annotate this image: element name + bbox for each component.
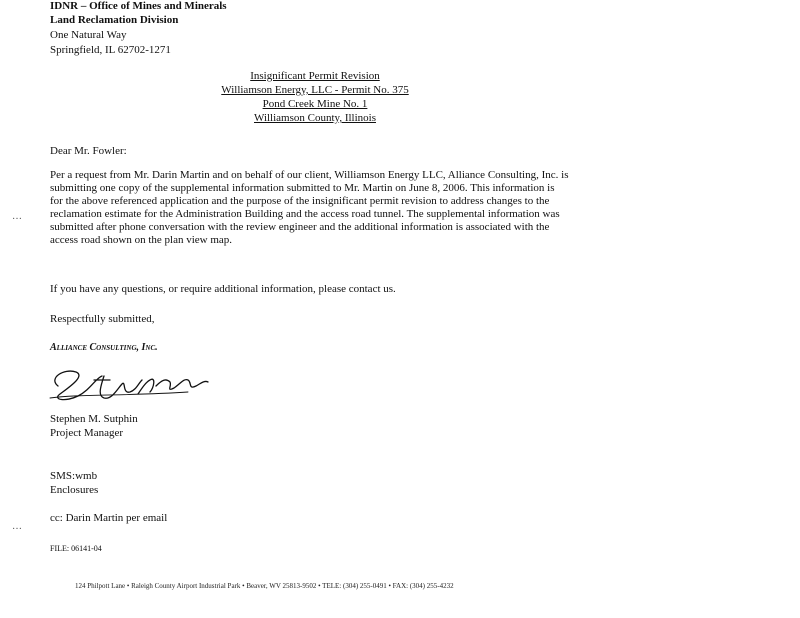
sender-line-4: Springfield, IL 62702-1271 [50, 44, 171, 56]
company-name: Alliance Consulting, Inc. [50, 342, 158, 353]
salutation: Dear Mr. Fowler: [50, 145, 127, 157]
enclosures: Enclosures [50, 484, 99, 496]
sender-line-1: IDNR – Office of Mines and Minerals [50, 0, 227, 12]
signer-title: Project Manager [50, 427, 123, 439]
subject-line-1: Insignificant Permit Revision [250, 70, 380, 82]
subject-line-3: Pond Creek Mine No. 1 [262, 98, 368, 110]
letterhead-footer: 124 Philpott Lane • Raleigh County Airport Industrial Park • Beaver, WV 25813-9502 • TELE: (304) 255-0491 • FAX: (304) 255-4232 [75, 582, 454, 590]
signer-name: Stephen M. Sutphin [50, 413, 138, 425]
body-paragraph-2: If you have any questions, or require additional information, please contact us. [50, 283, 396, 295]
subject-line-4: Williamson County, Illinois [254, 112, 376, 124]
scan-mark-bottom: … [12, 521, 22, 532]
cc-line: cc: Darin Martin per email [50, 512, 168, 524]
file-reference: FILE: 06141-04 [50, 544, 102, 553]
body-paragraph-1: Per a request from Mr. Darin Martin and on behalf of our client, Williamson Energy LLC, Alliance Consulting, Inc. is submitting one copy of the supplemental information submitted to Mr. Martin on June 8, 2006. This information is for the above referenced application and the purpose of the insignificant permit revision to address changes to the reclamation estimate for the Administration Building and the access road tunnel. The supplemental information was submitted after phone conversation with the review engineer and the additional information is associated with the access road shown on the plan view map. [50, 169, 569, 246]
typist-initials: SMS:wmb [50, 470, 98, 482]
sender-line-2: Land Reclamation Division [50, 14, 179, 26]
handwritten-signature [38, 358, 213, 408]
closing: Respectfully submitted, [50, 313, 155, 325]
sender-line-3: One Natural Way [50, 29, 127, 41]
scan-mark-top: … [12, 211, 22, 222]
subject-line-2: Williamson Energy, LLC - Permit No. 375 [221, 84, 409, 96]
